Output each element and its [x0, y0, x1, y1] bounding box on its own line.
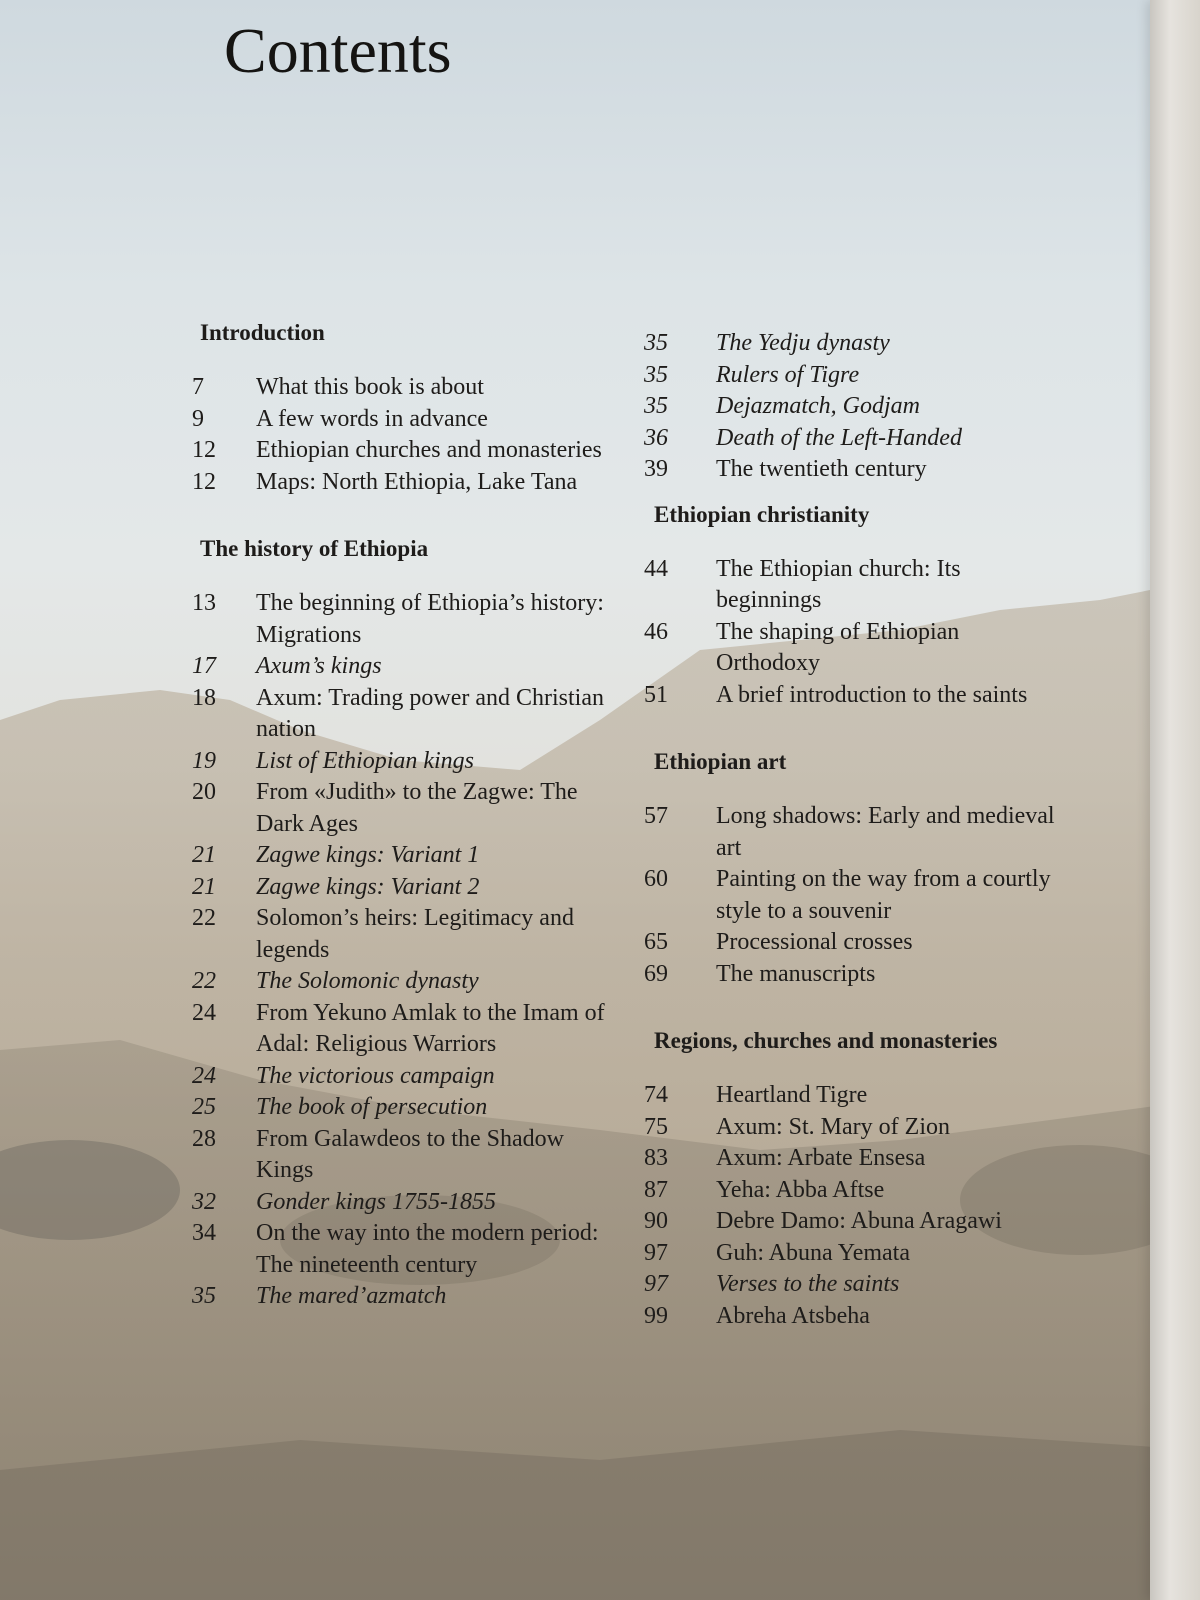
- entry-title: Zagwe kings: Variant 2: [256, 873, 480, 900]
- page-number: 36: [644, 424, 668, 451]
- toc-entry[interactable]: [160, 872, 620, 904]
- page-number: 60: [644, 866, 668, 892]
- page-number: 25: [192, 1094, 216, 1120]
- toc-entry[interactable]: [160, 966, 620, 998]
- toc-entry[interactable]: [160, 840, 620, 872]
- section-heading-history: The history of Ethiopia: [200, 536, 429, 561]
- entry-title: Painting on the way from a courtly style to a souvenir: [716, 866, 1051, 924]
- toc-entry[interactable]: [628, 959, 1058, 991]
- page-number: 35: [192, 1283, 216, 1309]
- page-number: 75: [644, 1113, 668, 1140]
- page-number: 69: [644, 960, 668, 987]
- entry-title: The Yedju dynasty: [716, 330, 890, 356]
- page-number: 20: [192, 779, 216, 805]
- toc-entry[interactable]: [160, 467, 620, 499]
- toc-entry[interactable]: [628, 554, 1058, 617]
- page-number: 97: [644, 1239, 668, 1266]
- entry-title: The mared’azmatch: [256, 1283, 447, 1309]
- entry-title: Gonder kings 1755-1855: [256, 1188, 496, 1215]
- page-number: 21: [192, 873, 216, 900]
- toc-entry[interactable]: [628, 617, 1058, 680]
- entry-title: The twentieth century: [716, 456, 927, 482]
- page-number: 34: [192, 1220, 216, 1246]
- page-number: 7: [192, 374, 204, 400]
- toc-entry[interactable]: [628, 680, 1058, 712]
- entry-title: Zagwe kings: Variant 1: [256, 842, 480, 868]
- toc-entry[interactable]: [628, 1080, 1058, 1112]
- entry-title: The shaping of Ethiopian Orthodoxy: [716, 618, 960, 676]
- toc-entry[interactable]: [160, 1061, 620, 1093]
- page-number: 9: [192, 405, 204, 432]
- entry-title: Axum: St. Mary of Zion: [716, 1113, 950, 1140]
- entry-title: List of Ethiopian kings: [256, 747, 475, 774]
- page-number: 35: [644, 361, 668, 388]
- toc-entry[interactable]: [160, 435, 620, 467]
- page-number: 18: [192, 684, 216, 711]
- entry-title: From Yekuno Amlak to the Imam of Adal: Religious Warriors: [256, 999, 605, 1057]
- entry-title: From Galawdeos to the Shadow Kings: [256, 1125, 564, 1183]
- page-number: 21: [192, 842, 216, 868]
- entry-title: The book of persecution: [256, 1094, 488, 1120]
- toc-entry[interactable]: [160, 372, 620, 404]
- toc-entry[interactable]: [160, 683, 620, 746]
- toc-entry[interactable]: [160, 1124, 620, 1187]
- christianity-entries: [628, 554, 1058, 712]
- entry-title: Axum’s kings: [256, 653, 382, 679]
- page-number: 51: [644, 681, 668, 708]
- page-number: 87: [644, 1176, 668, 1203]
- toc-entry[interactable]: [628, 1301, 1058, 1333]
- entry-title: From «Judith» to the Zagwe: The Dark Ages: [256, 779, 578, 837]
- page-number: 65: [644, 929, 668, 955]
- toc-entry[interactable]: [160, 588, 620, 651]
- section-heading-introduction: Introduction: [200, 320, 325, 345]
- section-heading-christianity: Ethiopian christianity: [654, 501, 870, 527]
- toc-entry[interactable]: [160, 1218, 620, 1281]
- toc-entry[interactable]: [628, 864, 1058, 927]
- toc-entry[interactable]: [628, 454, 1058, 486]
- page-number: 22: [192, 905, 216, 931]
- section-heading-art: Ethiopian art: [654, 749, 787, 774]
- page-number: 28: [192, 1125, 216, 1152]
- toc-entry[interactable]: [628, 1238, 1058, 1270]
- toc-entry[interactable]: [628, 1143, 1058, 1175]
- entry-title: Long shadows: Early and medieval art: [716, 803, 1055, 861]
- page-number: 19: [192, 747, 216, 774]
- toc-entry[interactable]: [160, 1187, 620, 1219]
- page-number: 17: [192, 653, 216, 679]
- regions-entries: [628, 1080, 1058, 1332]
- page-number: 97: [644, 1271, 668, 1297]
- page-number: 13: [192, 590, 216, 616]
- toc-left-column: [160, 318, 620, 1313]
- entry-title: The Solomonic dynasty: [256, 968, 479, 994]
- entry-title: The victorious campaign: [256, 1062, 495, 1089]
- toc-entry[interactable]: [628, 360, 1058, 392]
- entry-title: Solomon’s heirs: Legitimacy and legends: [256, 905, 574, 963]
- history-entries: [160, 588, 620, 1313]
- page-number: 12: [192, 468, 216, 495]
- page-number: 24: [192, 1062, 216, 1089]
- entry-title: A few words in advance: [256, 405, 488, 432]
- entry-title: Processional crosses: [716, 929, 913, 955]
- page-number: 22: [192, 968, 216, 994]
- entry-title: Debre Damo: Abuna Aragawi: [716, 1208, 1002, 1234]
- toc-entry[interactable]: [628, 391, 1058, 423]
- introduction-entries: [160, 372, 620, 498]
- entry-title: A brief introduction to the saints: [716, 681, 1028, 708]
- page-number: 99: [644, 1302, 668, 1329]
- entry-title: Guh: Abuna Yemata: [716, 1239, 910, 1266]
- page-number: 74: [644, 1082, 668, 1108]
- entry-title: Death of the Left-Handed: [716, 424, 962, 451]
- entry-title: Abreha Atsbeha: [716, 1302, 870, 1329]
- page-number: 83: [644, 1145, 668, 1171]
- entry-title: Axum: Trading power and Christian nation: [256, 684, 604, 742]
- entry-title: Rulers of Tigre: [716, 361, 860, 388]
- entry-title: The manuscripts: [716, 960, 876, 987]
- page-title: Contents: [224, 15, 452, 86]
- toc-entry[interactable]: [160, 1281, 620, 1313]
- toc-entry[interactable]: [160, 777, 620, 840]
- page-number: 44: [644, 555, 668, 582]
- toc-entry[interactable]: [628, 1269, 1058, 1301]
- toc-entry[interactable]: [628, 423, 1058, 455]
- toc-entry[interactable]: [160, 903, 620, 966]
- page-number: 46: [644, 618, 668, 645]
- page-number: 12: [192, 437, 216, 463]
- toc-entry[interactable]: [628, 1206, 1058, 1238]
- toc-entry[interactable]: [628, 927, 1058, 959]
- page-number: 90: [644, 1208, 668, 1234]
- entry-title: On the way into the modern period: The nineteenth century: [256, 1220, 599, 1278]
- entry-title: The beginning of Ethiopia’s history: Migrations: [256, 590, 604, 648]
- toc-entry[interactable]: [160, 404, 620, 436]
- toc-entry[interactable]: [628, 1175, 1058, 1207]
- continued-entries: [628, 328, 1058, 486]
- page-number: 35: [644, 393, 668, 419]
- entry-title: Maps: North Ethiopia, Lake Tana: [256, 468, 578, 495]
- page-number: 32: [192, 1188, 216, 1215]
- toc-right-column: [628, 328, 1058, 1332]
- page-number: 39: [644, 456, 668, 482]
- art-entries: [628, 801, 1058, 990]
- toc-entry[interactable]: [160, 746, 620, 778]
- entry-title: Dejazmatch, Godjam: [716, 393, 920, 419]
- page-number: 35: [644, 330, 668, 356]
- toc-entry[interactable]: [628, 801, 1058, 864]
- entry-title: Heartland Tigre: [716, 1082, 868, 1108]
- toc-entry[interactable]: [628, 1112, 1058, 1144]
- entry-title: Axum: Arbate Ensesa: [716, 1145, 926, 1171]
- page-edge-shadow: [1150, 0, 1200, 1600]
- entry-title: Verses to the saints: [716, 1271, 900, 1297]
- toc-entry[interactable]: [628, 328, 1058, 360]
- entry-title: The Ethiopian church: Its beginnings: [716, 555, 961, 613]
- toc-entry[interactable]: [160, 1092, 620, 1124]
- toc-entry[interactable]: [160, 651, 620, 683]
- section-heading-regions: Regions, churches and monasteries: [654, 1028, 998, 1053]
- entry-title: What this book is about: [256, 374, 484, 400]
- entry-title: Ethiopian churches and monasteries: [256, 437, 602, 463]
- toc-entry[interactable]: [160, 998, 620, 1061]
- page-number: 24: [192, 999, 216, 1026]
- entry-title: Yeha: Abba Aftse: [716, 1176, 885, 1203]
- page-number: 57: [644, 803, 668, 829]
